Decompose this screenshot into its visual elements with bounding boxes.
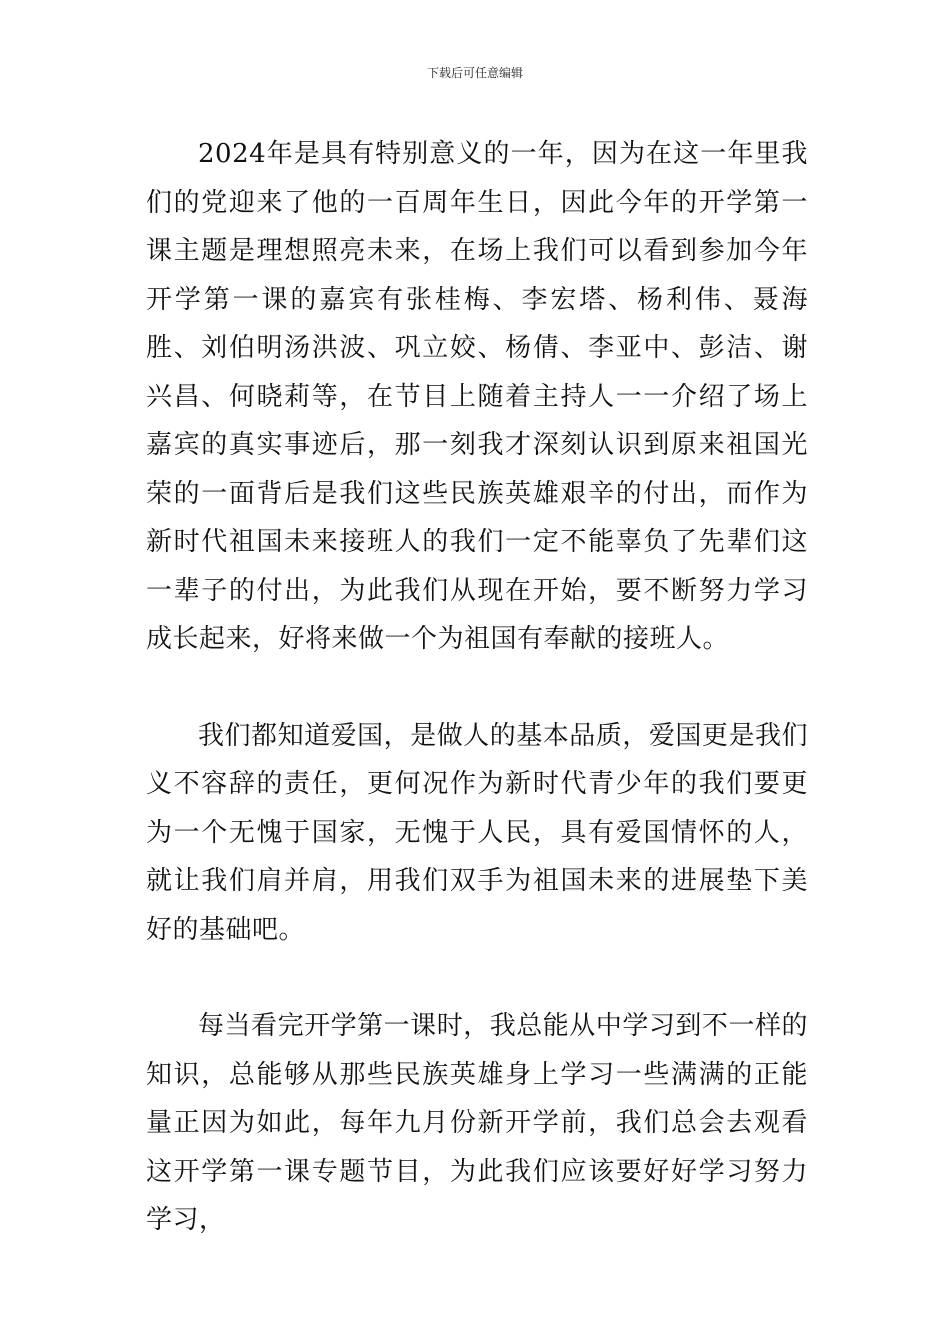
document-body xyxy=(146,130,808,1245)
page-header: 下载后可任意编辑 xyxy=(426,66,523,80)
paragraph-1: 2024年是具有特别意义的一年，因为在这一年里我们的党迎来了他的一百周年生日，因此今年的开学第一课主题是理想照亮未来，在场上我们可以看到参加今年开学第一课的嘉宾有张桂梅、李宏塔、杨利伟、聂海胜、刘伯明汤洪波、巩立姣、杨倩、李亚中、彭洁、谢兴昌、何晓莉等，在节目上随着主持人一一介绍了场上嘉宾的真实事迹后，那一刻我才深刻认识到原来祖国光荣的一面背后是我们这些民族英雄艰辛的付出，而作为新时代祖国未来接班人的我们一定不能辜负了先辈们这一辈子的付出，为此我们从现在开始，要不断努力学习成长起来，好将来做一个为祖国有奉献的接班人。 xyxy=(146,139,808,654)
paragraph-2: 我们都知道爱国，是做人的基本品质，爱国更是我们义不容辞的责任，更何况作为新时代青少年的我们要更为一个无愧于国家，无愧于人民，具有爱国情怀的人，就让我们肩并肩，用我们双手为祖国未来的进展垫下美好的基础吧。 xyxy=(146,720,808,945)
paragraph-3: 每当看完开学第一课时，我总能从中学习到不一样的知识，总能够从那些民族英雄身上学习一些满满的正能量正因为如此，每年九月份新开学前，我们总会去观看这开学第一课专题节目，为此我们应该要好好学习努力学习， xyxy=(146,1011,808,1235)
